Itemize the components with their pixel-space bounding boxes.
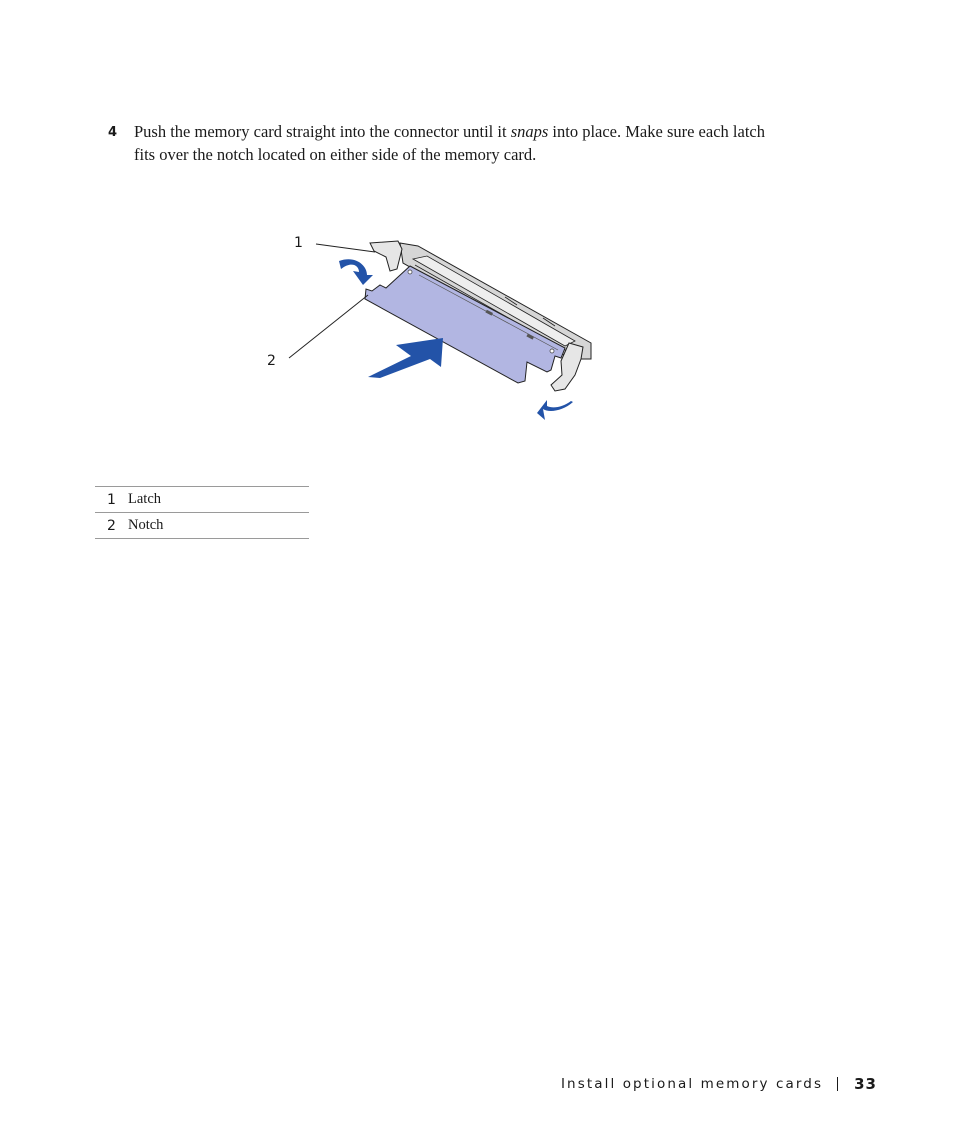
step-text-before: Push the memory card straight into the connector until it xyxy=(134,122,511,141)
callout-1-line xyxy=(316,244,375,252)
step-text-emphasis: snaps xyxy=(510,122,549,141)
page-footer xyxy=(561,1075,877,1093)
memory-card-illustration xyxy=(255,225,615,435)
callout-2-line xyxy=(289,295,368,358)
legend-row-number: 1 xyxy=(95,487,128,513)
footer-separator xyxy=(837,1077,838,1091)
legend-row xyxy=(95,487,309,513)
step-number: 4 xyxy=(108,125,118,140)
page-number: 33 xyxy=(854,1075,877,1093)
callout-2-number: 2 xyxy=(267,353,276,369)
memory-card-diagram xyxy=(255,225,615,435)
step-text-after: into place. Make sure each latch fits over the notch located on either side of the memory card. xyxy=(134,122,765,164)
legend-row xyxy=(95,513,309,539)
callout-legend xyxy=(95,486,309,539)
latch-left xyxy=(370,241,402,271)
step-instruction xyxy=(134,121,778,166)
arrow-latch-top-icon xyxy=(339,259,373,285)
legend-row-number: 2 xyxy=(95,513,128,539)
memory-card-hole-left xyxy=(408,270,412,274)
legend-row-label: Latch xyxy=(128,487,309,513)
legend-row-label: Notch xyxy=(128,513,309,539)
step-4 xyxy=(108,121,778,166)
memory-card-hole-right xyxy=(550,349,554,353)
callout-1-number: 1 xyxy=(294,235,303,251)
arrow-insert-icon xyxy=(368,338,443,378)
footer-section-title: Install optional memory cards xyxy=(560,1076,824,1092)
arrow-latch-bottom-icon xyxy=(537,400,573,420)
